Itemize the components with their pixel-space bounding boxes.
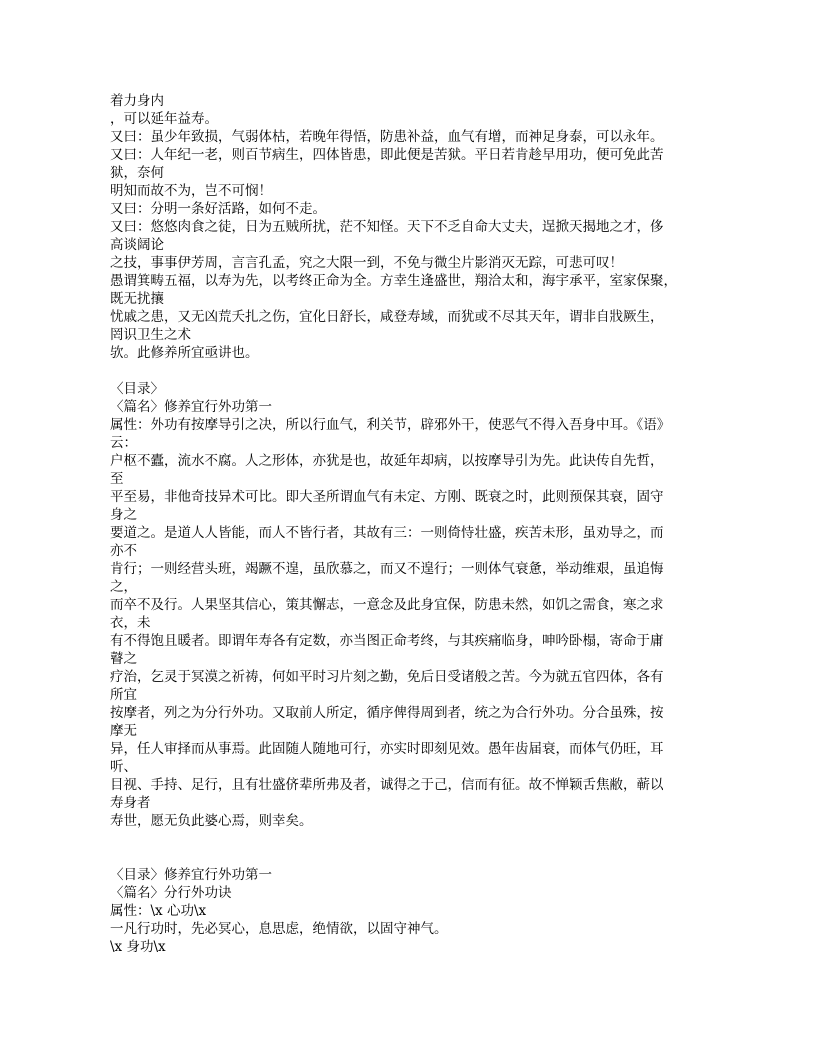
blank-line [110, 848, 726, 866]
text-line: 听、 [110, 759, 137, 775]
text-line: 平至易，非他奇技异术可比。即大圣所谓血气有未定、方刚、既衰之时，此则预保其衰，固守 [110, 489, 664, 505]
text-line: 愚谓箕畴五福，以寿为先，以考终正命为全。方幸生逢盛世，翔洽太和，海宇承平，室家保聚， [110, 273, 677, 289]
text-line: 之， [110, 579, 137, 595]
blank-line [110, 362, 726, 380]
document-text-block [110, 92, 726, 956]
text-line: 按摩者，列之为分行外功。又取前人所定，循序俾得周到者，统之为合行外功。分合虽殊，按 [110, 705, 664, 721]
text-line: 着力身内 [110, 93, 164, 109]
text-line: 又曰：人年纪一老，则百节病生，四体皆患，即此便是苦狱。平日若肯趁早用功，便可免此苦 [110, 147, 664, 163]
text-line: \x 身功\x [110, 939, 166, 955]
text-line: 摩无 [110, 723, 137, 739]
text-line: ，可以延年益寿。 [110, 111, 218, 127]
text-line: 之技，事事伊芳周，言言孔孟，究之大限一到，不免与微尘片影消灭无踪，可悲可叹！ [110, 255, 623, 271]
text-line: 户枢不蠹，流水不腐。人之形体，亦犹是也，故延年却病，以按摩导引为先。此诀传自先哲， [110, 453, 664, 469]
toc-marker-line: 〈目录〉修养宜行外功第一 [110, 867, 272, 883]
text-line: 又曰：虽少年致损，气弱体枯，若晚年得悟，防患补益，血气有增，而神足身泰，可以永年。 [110, 129, 664, 145]
text-line: 身之 [110, 507, 137, 523]
text-line: 狱，奈何 [110, 165, 164, 181]
text-line: 目视、手持、足行，且有壮盛侪辈所弗及者，诚得之于己，信而有征。故不惮颖舌焦敝，蕲以 [110, 777, 664, 793]
section-title-line: 〈篇名〉修养宜行外功第一 [110, 399, 272, 415]
text-line: 罔识卫生之术 [110, 327, 191, 343]
text-line: 要道之。是道人人皆能，而人不皆行者，其故有三：一则倚恃壮盛，疾苦未形，虽劝导之，而 [110, 525, 664, 541]
text-line: 衣，未 [110, 615, 151, 631]
text-line: 高谈阔论 [110, 237, 164, 253]
text-line: 明知而故不为，岂不可悯！ [110, 183, 272, 199]
text-line: 又曰：分明一条好活路，如何不走。 [110, 201, 326, 217]
text-line: 异，任人审择而从事焉。此固随人随地可行，亦实时即刻见效。愚年齿届衰，而体气仍旺，耳 [110, 741, 664, 757]
text-line: 所宜 [110, 687, 137, 703]
text-line: 至 [110, 471, 124, 487]
text-line: 一凡行功时，先必冥心，息思虑，绝情欲，以固守神气。 [110, 921, 448, 937]
toc-marker-line: 〈目录〉 [110, 381, 164, 397]
section-title-line: 〈篇名〉分行外功诀 [110, 885, 232, 901]
blank-line [110, 830, 726, 848]
text-line: 属性：\x 心功\x [110, 903, 207, 919]
text-line: 肯行；一则经营头班，竭蹶不遑，虽欣慕之，而又不遑行；一则体气衰惫，举动维艰，虽追悔 [110, 561, 664, 577]
text-line: 寿身者 [110, 795, 151, 811]
text-line: 属性：外功有按摩导引之决，所以行血气，利关节，辟邪外干，使恶气不得入吾身中耳。《语》 [110, 417, 671, 433]
text-line: 欤。此修养所宜亟讲也。 [110, 345, 259, 361]
text-line: 亦不 [110, 543, 137, 559]
text-line: 又曰：悠悠肉食之徒，日为五贼所扰，茫不知怪。天下不乏自命大丈夫，逞掀天揭地之才，侈 [110, 219, 664, 235]
text-line: 既无扰攘 [110, 291, 164, 307]
text-line: 而卒不及行。人果坚其信心，策其懈志，一意念及此身宜保，防患未然，如饥之需食，寒之求 [110, 597, 664, 613]
text-line: 疗治，乞灵于冥漠之祈祷，何如平时习片刻之勤，免后日受诸般之苦。今为就五官四体，各有 [110, 669, 664, 685]
text-line: 忧戚之患，又无凶荒夭扎之伤，宜化日舒长，咸登寿域，而犹或不尽其天年，谓非自戕厥生， [110, 309, 664, 325]
text-line: 瞽之 [110, 651, 137, 667]
text-line: 有不得饱且暖者。即谓年寿各有定数，亦当图正命考终，与其疾痛临身，呻吟卧榻，寄命于庸 [110, 633, 664, 649]
text-line: 寿世，愿无负此婆心焉，则幸矣。 [110, 813, 313, 829]
text-line: 云： [110, 435, 137, 451]
